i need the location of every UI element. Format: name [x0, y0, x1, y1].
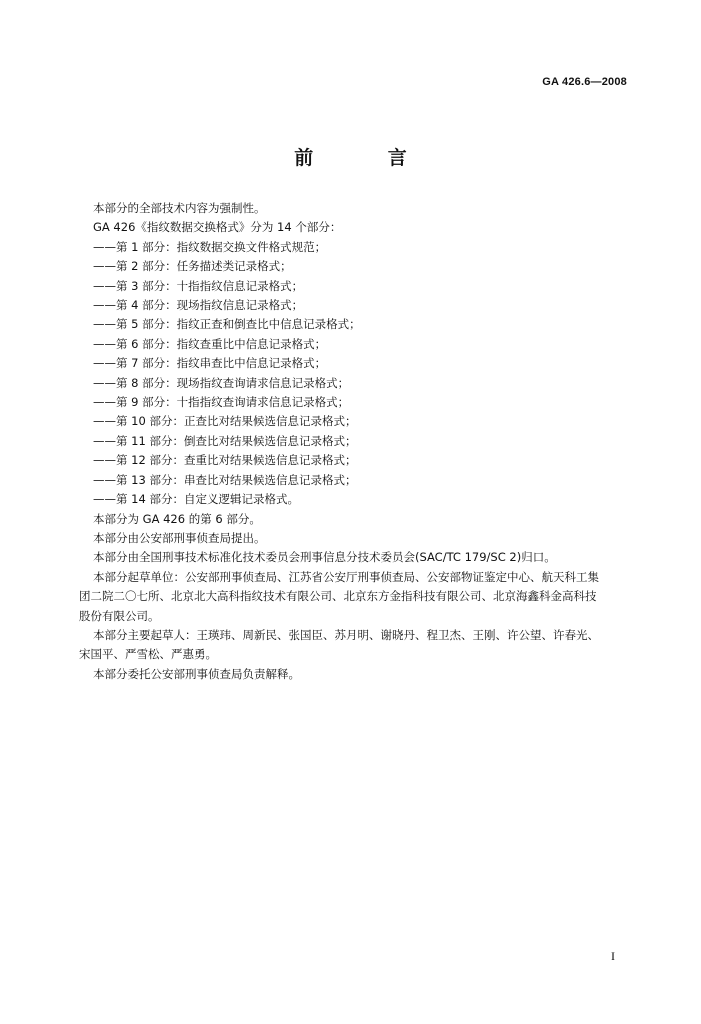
list-item: ——第 9 部分：十指指纹查询请求信息记录格式；	[93, 395, 350, 410]
paragraph-line: 本部分起草单位：公安部刑事侦查局、江苏省公安厅刑事侦查局、公安部物证鉴定中心、航天科工集	[93, 569, 599, 584]
list-item: ——第 6 部分：指纹查重比中信息记录格式；	[93, 336, 327, 351]
page-number: I	[611, 949, 615, 963]
list-item: ——第 14 部分：自定义逻辑记录格式。	[93, 492, 299, 507]
list-item: ——第 11 部分：倒查比对结果候选信息记录格式；	[93, 433, 357, 448]
paragraph: 本部分为 GA 426 的第 6 部分。	[93, 511, 261, 526]
list-item: ——第 10 部分：正查比对结果候选信息记录格式；	[93, 414, 357, 429]
paragraph-line: 团二院二〇七所、北京北大高科指纹技术有限公司、北京东方金指科技有限公司、北京海鑫科金高科技	[79, 589, 597, 604]
document-body	[79, 199, 646, 684]
paragraph: 本部分由公安部刑事侦查局提出。	[93, 530, 266, 545]
list-item: ——第 7 部分：指纹串查比中信息记录格式；	[93, 356, 327, 371]
list-item: ——第 12 部分：查重比对结果候选信息记录格式；	[93, 453, 357, 468]
list-item: ——第 13 部分：串查比对结果候选信息记录格式；	[93, 472, 357, 487]
paragraph-line: 本部分主要起草人：王瑛玮、周新民、张国臣、苏月明、谢晓丹、程卫杰、王刚、许公望、许春光、	[93, 627, 599, 642]
list-item: ——第 1 部分：指纹数据交换文件格式规范；	[93, 239, 327, 254]
document-code: GA 426.6—2008	[542, 76, 627, 88]
intro-line: GA 426《指纹数据交换格式》分为 14 个部分：	[93, 220, 342, 235]
list-item: ——第 4 部分：现场指纹信息记录格式；	[93, 298, 304, 313]
list-item: ——第 8 部分：现场指纹查询请求信息记录格式；	[93, 375, 350, 390]
page-title: 前 言	[294, 147, 441, 169]
paragraph: 本部分委托公安部刑事侦查局负责解释。	[93, 666, 300, 681]
paragraph: 本部分由全国刑事技术标准化技术委员会刑事信息分技术委员会(SAC/TC 179/SC 2)归口。	[93, 550, 556, 565]
list-item: ——第 5 部分：指纹正查和倒查比中信息记录格式；	[93, 317, 361, 332]
list-item: ——第 2 部分：任务描述类记录格式；	[93, 259, 292, 274]
paragraph-line: 股份有限公司。	[79, 608, 160, 623]
intro-line: 本部分的全部技术内容为强制性。	[93, 201, 266, 215]
paragraph-line: 宋国平、严雪松、严惠勇。	[79, 647, 217, 662]
list-item: ——第 3 部分：十指指纹信息记录格式；	[93, 278, 304, 293]
